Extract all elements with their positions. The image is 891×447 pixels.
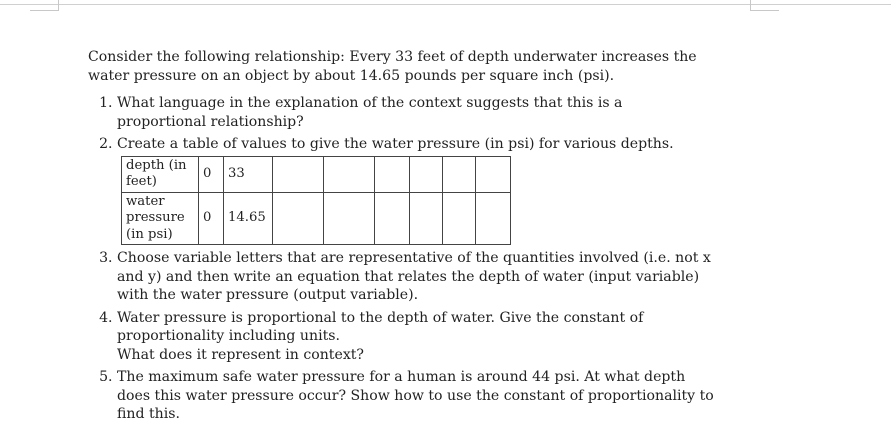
table-cell <box>476 156 511 192</box>
question-2-text: Create a table of values to give the water pressure (in psi) for various depths. <box>117 136 674 152</box>
question-2 <box>117 135 716 245</box>
table-cell <box>375 156 410 192</box>
values-table <box>121 156 511 246</box>
table-cell <box>324 192 375 245</box>
document-page <box>88 48 716 428</box>
table-cell: 0 <box>199 156 224 192</box>
question-1 <box>117 94 716 131</box>
question-4 <box>117 309 716 365</box>
question-5-text: The maximum safe water pressure for a human is around 44 psi. At what depth does this water pressure occur? Show how to use the constant of proportionality to find this. <box>117 369 714 422</box>
table-cell <box>273 156 324 192</box>
table-cell <box>443 156 476 192</box>
question-1-text: What language in the explanation of the context suggests that this is a proportional relationship? <box>117 95 623 130</box>
table-cell: 0 <box>199 192 224 245</box>
pressure-header-cell: water pressure (in psi) <box>122 192 199 245</box>
question-5 <box>117 368 716 424</box>
right-margin-marker <box>750 0 779 11</box>
table-row-pressure <box>122 192 511 245</box>
question-3 <box>117 249 716 305</box>
table-row-depth <box>122 156 511 192</box>
depth-header-cell: depth (in feet) <box>122 156 199 192</box>
table-cell: 33 <box>224 156 273 192</box>
table-cell: 14.65 <box>224 192 273 245</box>
question-4-followup: What does it represent in context? <box>117 346 364 363</box>
question-list <box>88 94 716 424</box>
left-margin-marker <box>30 0 59 11</box>
table-cell <box>410 192 443 245</box>
question-4-text: Water pressure is proportional to the depth of water. Give the constant of proportionality including units. <box>117 309 644 344</box>
table-cell <box>324 156 375 192</box>
table-cell <box>410 156 443 192</box>
table-cell <box>273 192 324 245</box>
question-3-text: Choose variable letters that are representative of the quantities involved (i.e. not x and y) and then write an equation that relates the depth of water (input variable) with the water pressure (output variable). <box>117 250 711 303</box>
table-cell <box>375 192 410 245</box>
intro-paragraph: Consider the following relationship: Every 33 feet of depth underwater increases the water pressure on an object by about 14.65 pounds per square inch (psi). <box>88 49 697 84</box>
table-cell <box>476 192 511 245</box>
table-cell <box>443 192 476 245</box>
